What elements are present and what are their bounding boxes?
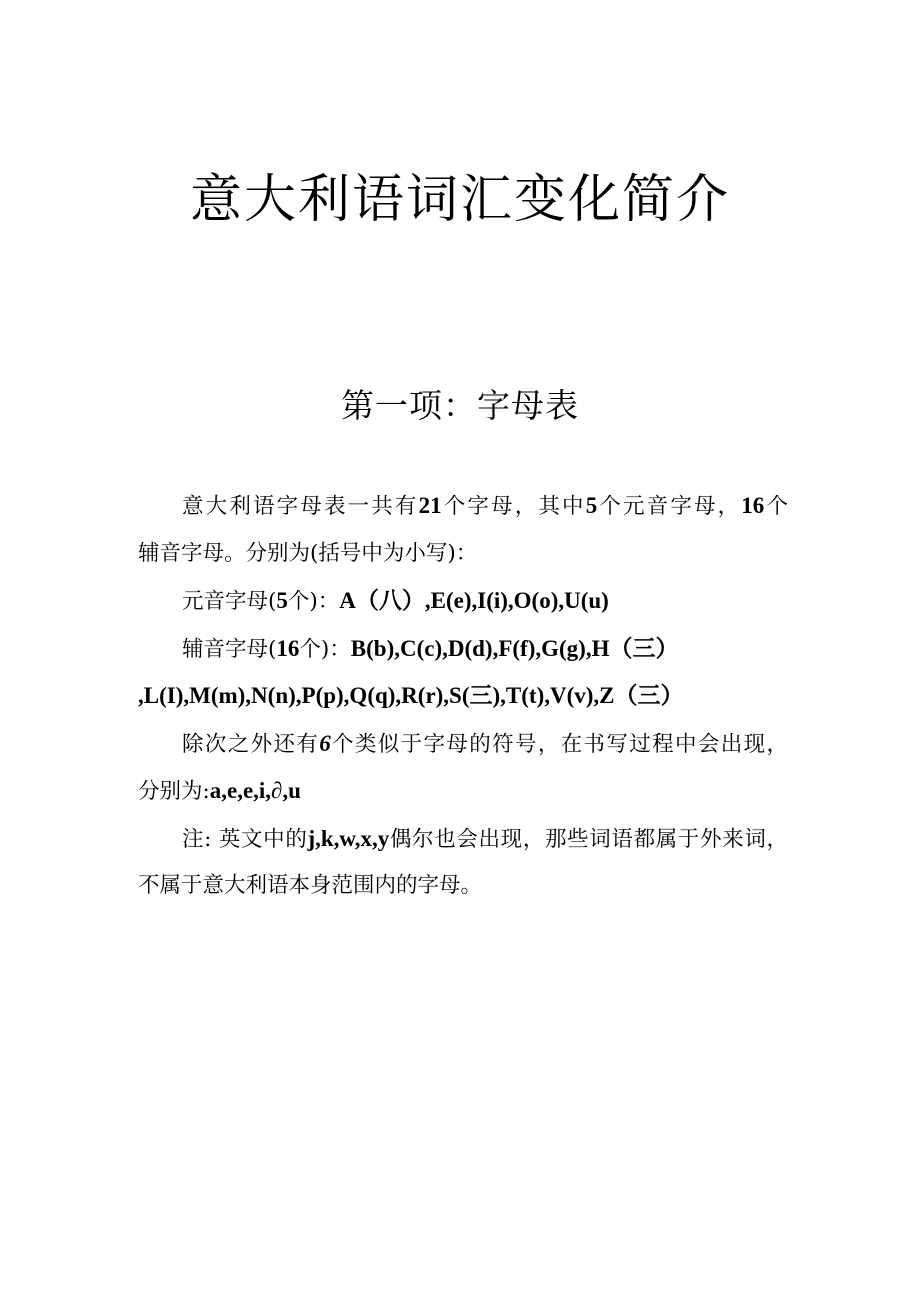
note-label: 注: 英文中的 — [182, 826, 308, 852]
vowel-label-suffix: 个)： — [287, 589, 340, 614]
consonant-list-line-2 — [138, 672, 788, 720]
text-segment: 个类似于字母的符号，在书写过程中会出现， — [330, 731, 788, 757]
note-line-1 — [138, 815, 788, 863]
foreign-letters: j,k,w,x,y — [307, 825, 390, 851]
number-letters-total: 21 — [418, 493, 442, 518]
vowel-count: 5 — [276, 588, 288, 613]
text-segment: 分别为: — [138, 779, 210, 804]
consonant-letters-1: B(b),C(c),D(d),F(f),G(g),H（三） — [350, 635, 679, 661]
text-segment: 意大利语字母表一共有 — [182, 494, 419, 519]
vowel-list-line — [138, 577, 788, 625]
consonant-label: 辅音字母( — [182, 636, 277, 662]
section-heading: 第一项：字母表 — [341, 386, 579, 425]
text-segment: 个 — [764, 494, 788, 519]
vowel-label: 元音字母( — [182, 589, 277, 614]
consonant-count: 16 — [276, 635, 300, 661]
consonant-label-suffix: 个)： — [299, 636, 351, 662]
paragraph-intro-line-2: 辅音字母。分别为(括号中为小写)： — [138, 540, 478, 566]
paragraph-intro-line-1 — [138, 482, 788, 530]
symbols-line-1 — [138, 720, 788, 768]
symbols-line-2 — [138, 767, 788, 815]
text-segment: 个元音字母， — [597, 494, 742, 519]
text-segment: 除次之外还有 — [182, 731, 320, 757]
number-consonants: 16 — [741, 493, 765, 518]
text-segment: 偶尔也会出现，那些词语都属于外来词， — [389, 826, 788, 852]
symbol-count: 6 — [319, 730, 331, 756]
consonant-letters-2: ,L(I),M(m),N(n),P(p),Q(q),R(r),S(三),T(t),V(v),Z（三） — [138, 683, 684, 708]
consonant-list-line-1 — [138, 625, 788, 673]
body-text — [138, 482, 788, 910]
number-vowels: 5 — [585, 493, 598, 518]
document-title: 意大利语词汇变化简介 — [189, 170, 730, 230]
text-segment: 个字母，其中 — [441, 494, 586, 519]
symbol-list: a,e,e,i,∂,u — [209, 778, 301, 803]
vowel-letters: A（八）,E(e),I(i),O(o),U(u) — [339, 588, 609, 613]
note-line-2: 不属于意大利语本身范围内的字母。 — [138, 873, 483, 898]
